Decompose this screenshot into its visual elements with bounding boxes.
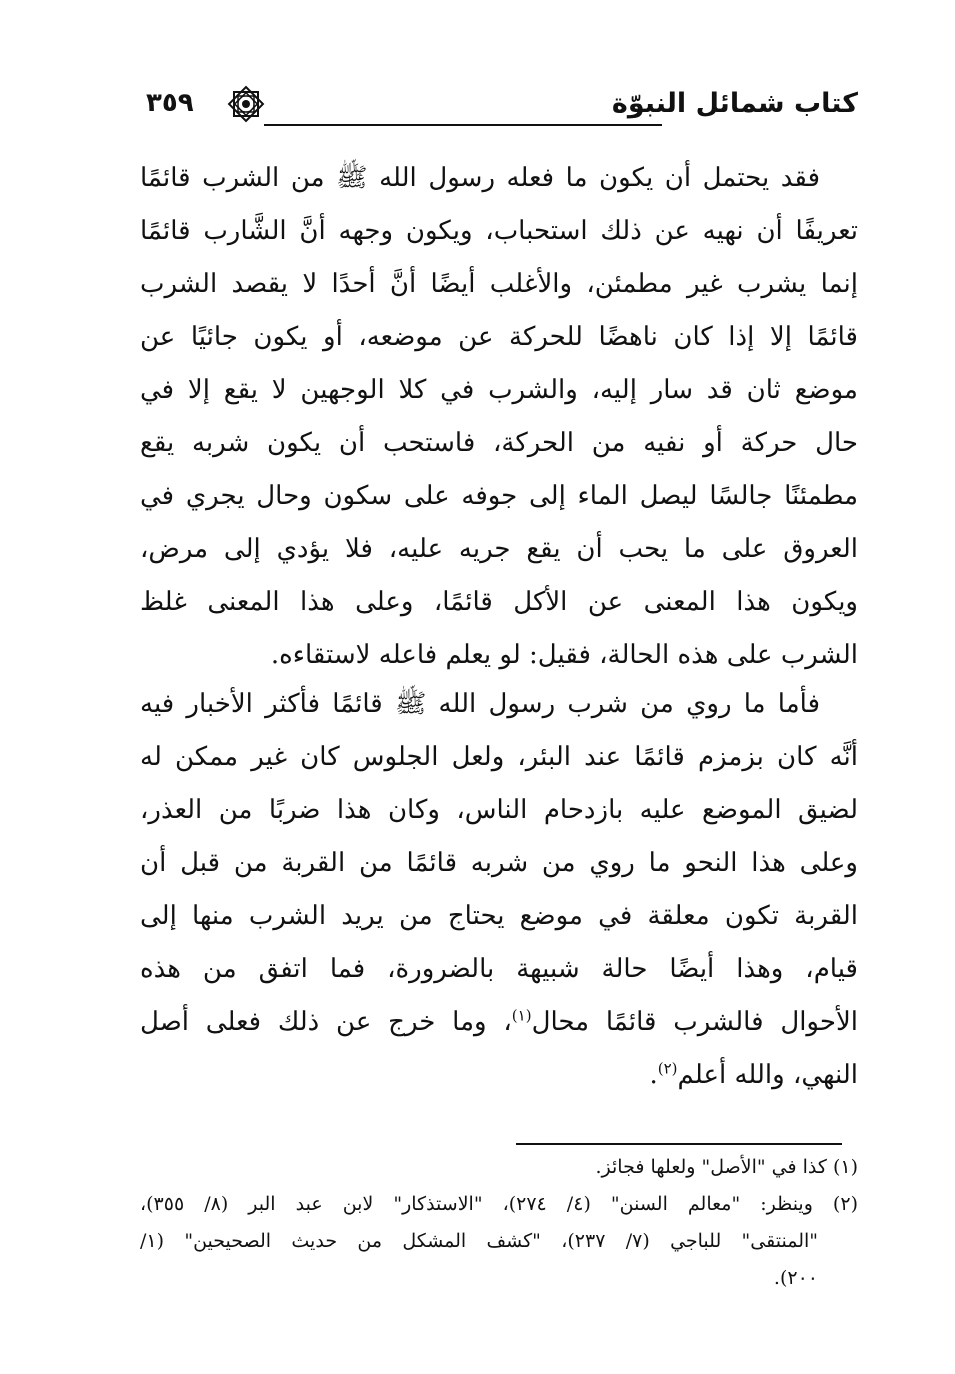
footnote-2-end: ٢٠٠). (773, 1267, 818, 1289)
text-line: حال حركة أو نفيه من الحركة، فاستحب أن يكون شربه يقع (140, 428, 859, 458)
text-line: القربة تكون معلقة في موضع يحتاج من يريد الشرب منها إلى (140, 901, 858, 931)
text-line: وعلى هذا النحو ما روي من شربه قائمًا من القربة من قبل أن (140, 848, 858, 878)
header-rule (264, 124, 662, 126)
page-number: ٣٥٩ (146, 88, 194, 118)
text-line (140, 1055, 858, 1108)
text-line: تعريفًا أن نهيه عن ذلك استحباب، ويكون وجهه أنَّ الشَّارب قائمًا (140, 216, 858, 246)
text-line-start: الأحوال فالشرب قائمًا محال (531, 1007, 858, 1037)
text-line: فأما ما روي من شرب رسول الله ﷺ قائمًا فأكثر الأخبار فيه (140, 689, 820, 719)
text-line-start: النهي، والله أعلم (677, 1060, 858, 1090)
octagonal-ornament-icon (226, 84, 266, 124)
running-header (140, 78, 858, 134)
text-line: إنما يشرب غير مطمئن، والأغلب أيضًا أنَّ أحدًا لا يقصد الشرب (140, 269, 858, 299)
paragraph-1 (140, 158, 858, 688)
text-line: ويكون هذا المعنى عن الأكل قائمًا، وعلى هذا المعنى غلظ (140, 587, 858, 617)
text-line-end: . (649, 1060, 658, 1090)
text-line: لضيق الموضع عليه بازدحام الناس، وكان هذا ضربًا من العذر، (140, 795, 858, 825)
text-line (140, 1002, 858, 1055)
footnote-ref-1[interactable]: (١) (511, 1006, 532, 1025)
footnote-ref-2[interactable]: (٢) (657, 1059, 678, 1078)
text-line: مطمئنًا جالسًا ليصل الماء إلى جوفه على سكون وحال يجري في (140, 481, 858, 511)
text-line: موضع ثان قد سار إليه، والشرب في كلا الوجهين لا يقع إلا في (140, 375, 858, 405)
text-line-end: ، وما خرج عن ذلك فعلى أصل (140, 1007, 512, 1037)
text-line: العروق على ما يحب أن يقع جريه عليه، فلا يؤدي إلى مرض، (140, 534, 858, 564)
text-line: فقد يحتمل أن يكون ما فعله رسول الله ﷺ من الشرب قائمًا (140, 163, 820, 193)
text-line: أنَّه كان بزمزم قائمًا عند البئر، ولعل الجلوس كان غير ممكن له (140, 742, 858, 772)
footnote-1: (١) كذا في "الأصل" ولعلها فجائز. (595, 1156, 858, 1178)
running-title: كتاب شمائل النبوّة (611, 88, 858, 119)
text-line: قيام، وهذا أيضًا حالة شبيهة بالضرورة، فما اتفق من هذه (140, 954, 858, 984)
text-line: الشرب على هذه الحالة، فقيل: لو يعلم فاعله لاستقاءه. (270, 640, 858, 670)
text-line: قائمًا إلا إذا كان ناهضًا للحركة عن موضعه، أو يكون جائيًا عن (140, 322, 858, 352)
footnote-2: (٢) وينظر: "معالم السنن" (٤/ ٢٧٤)، "الاستذكار" لابن عبد البر (٨/ ٣٥٥)، (140, 1193, 858, 1215)
footnote-2-continued: "المنتقى" للباجي (٧/ ٢٣٧)، "كشف المشكل من حديث الصحيحين" (١/ (140, 1230, 819, 1252)
footnote-separator (516, 1143, 842, 1145)
paragraph-2 (140, 684, 858, 1108)
footnotes (140, 1152, 858, 1300)
